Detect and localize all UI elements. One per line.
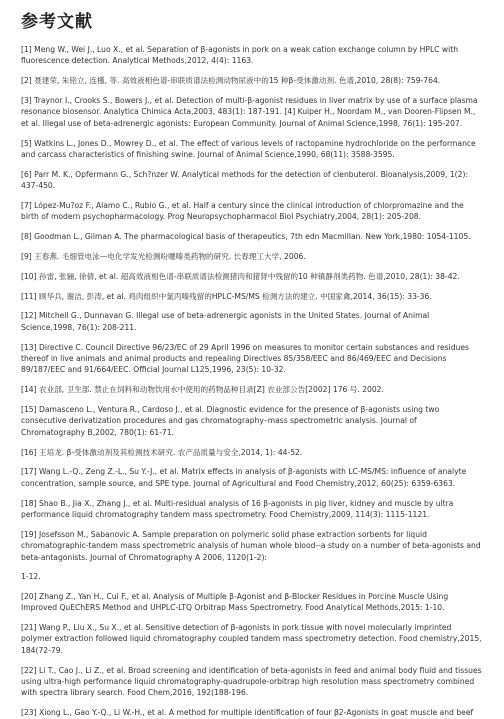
- reference-item: [1] Meng W., Wei J., Luo X., et al. Separation of β-agonists in pork on a weak cation exchange column by HPLC with fluorescence detection. Analytical Methods,2012, 4(4): 1163.: [21, 45, 459, 66]
- reference-item: [21] Wang P., Liu X., Su X., et al. Sensitive detection of β-agonists in pork tissue with novel molecularly imprinted polymer extraction followed liquid chromatography coupled tandem mass spectrometry detection. Food chemistry,2015, 184(72-79.: [21, 623, 482, 655]
- reference-item: [15] Damasceno L., Ventura R., Cardoso J., et al. Diagnostic evidence for the presence of β-agonists using two consecutive derivatization procedures and gas chromatography–mass spectrometric analysis. Journal of Chromatography B,2002, 780(1): 61-71.: [21, 405, 440, 437]
- reference-item: [10] 孙雷, 张骊, 徐倩, et al. 超高效液相色谱-串联质谱法检测猪肉和猪肾中残留的10 种镇静剂类药物. 色谱,2010, 28(1): 38-42.: [21, 271, 460, 281]
- reference-item: [16] 王培龙. β-受体激动剂及其检测技术研究. 农产品质量与安全,2014, 1): 44-52.: [21, 447, 303, 457]
- reference-item: [13] Directive C. Council Directive 96/23/EC of 29 April 1996 on measures to monitor certain substances and residues thereof in live animals and animal products and repealing Directives 85/358/EEC and 86/469/EEC and Decisions 89/187/EEC and 91/664/EEC. Official Journal L125,1996, 23(5): 10-32.: [21, 342, 469, 375]
- reference-item: [2] 聂建荣, 朱铭立, 连槿, 等. 高效液相色谱-串联质谱法检测动物尿液中的15 种β-受体激动剂. 色谱,2010, 28(8): 759-764.: [21, 76, 441, 86]
- reference-list: [21, 44, 483, 719]
- reference-item: [14] 农业部, 卫生部. 禁止在饲料和动物饮用水中使用的药物品种目录[Z] 农业部公告[2002] 176 号. 2002.: [21, 385, 384, 395]
- reference-item: [18] Shao B., Jia X., Zhang J., et al. Multi-residual analysis of 16 β-agonists in pig liver, kidney and muscle by ultra performance liquid chromatography tandem mass spectrometry. Food Chemistry,2009, 114(3): 1115-1121.: [21, 498, 454, 520]
- reference-item: [20] Zhang Z., Yan H., Cui F., et al. Analysis of Multiple β-Agonist and β-Blocker Residues in Porcine Muscle Using Improved QuEChERS Method and UHPLC-LTQ Orbitrap Mass Spectrometry. Food Analytical Methods,2015: 1-10.: [21, 591, 449, 613]
- reference-item: 1-12.: [21, 572, 41, 582]
- reference-item: [8] Goodman L., Gilman A. The pharmacological basis of therapeutics, 7th edn Macmillan. New York,1980: 1054-1105.: [21, 232, 471, 242]
- reference-item: [6] Parr M. K., Opfermann G., Sch?nzer W. Analytical methods for the detection of clenbuterol. Bioanalysis,2009, 1(2): 437-450.: [21, 169, 468, 191]
- reference-item: [23] Xiong L., Gao Y.-Q., Li W.-H., et al. A method for multiple identification of four β2-Agonists in goat muscle and beef: [21, 708, 474, 718]
- reference-item: [12] Mitchell G., Dunnavan G. Illegal use of beta-adrenergic agonists in the United States. Journal of Animal Science,1998, 76(1): 208-211.: [21, 311, 430, 332]
- reference-item: [5] Watkins L., Jones D., Mowrey D., et al. The effect of various levels of ractopamine hydrochloride on the performance and carcass characteristics of finishing swine. Journal of Animal Science,1990, 68(11): 3588-3595.: [21, 138, 476, 160]
- page-title: 参考文献: [21, 12, 93, 32]
- reference-item: [17] Wang L.-Q., Zeng Z.-L., Su Y.-J., et al. Matrix effects in analysis of β-agonists with LC-MS/MS: influence of analyte concentration, sample source, and SPE type. Journal of Agricultural and Food Chemistry,2012, 60(25): 6359-6363.: [21, 467, 467, 488]
- reference-item: [19] Josefsson M., Sabanovic A. Sample preparation on polymeric solid phase extraction sorbents for liquid chromatographic-tandem mass spectrometric analysis of human whole blood--a study on a number of beta-agonists and beta-antagonists. Journal of Chromatography A 2006, 1120(1-2):: [21, 529, 481, 562]
- reference-item: [3] Traynor I., Crooks S., Bowers J., et al. Detection of multi-β-agonist residues in liver matrix by use of a surface plasma resonance biosensor. Analytica Chimica Acta,2003, 483(1): 187-191. [4] Kuiper H., Noordam M., van Dooren-Flipsen M., et al. Illegal use of beta-adrenergic agonists: European Community. Journal of Animal Science,1998, 76(1): 195-207.: [21, 96, 478, 128]
- reference-item: [11] 顾华兵, 谢洁, 彭涛, et al. 鸡肉组织中氯丙嗪残留的HPLC-MS/MS 检测方法的建立. 中国家禽,2014, 36(15): 33-36.: [21, 291, 432, 301]
- reference-item: [9] 王春燕. 毛细管电泳—电化学发光检测吩噻嗪类药物的研究. 长春理工大学, 2006.: [21, 252, 306, 262]
- reference-item: [22] Li T., Cao J., Li Z., et al. Broad screening and identification of beta-agonists in feed and animal body fluid and tissues using ultra-high performance liquid chromatography-quadrupole-orbitrap high resolution mass spectrometry combined with spectra library search. Food Chem,2016, 192(188-196.: [21, 665, 482, 698]
- reference-item: [7] López-Mu?oz F., Alamo C., Rubio G., et al. Half a century since the clinical introduction of chlorpromazine and the birth of modern psychopharmacology. Prog Neuropsychopharmacol Biol Psychiatry,2004, 28(1): 205-208.: [21, 201, 464, 222]
